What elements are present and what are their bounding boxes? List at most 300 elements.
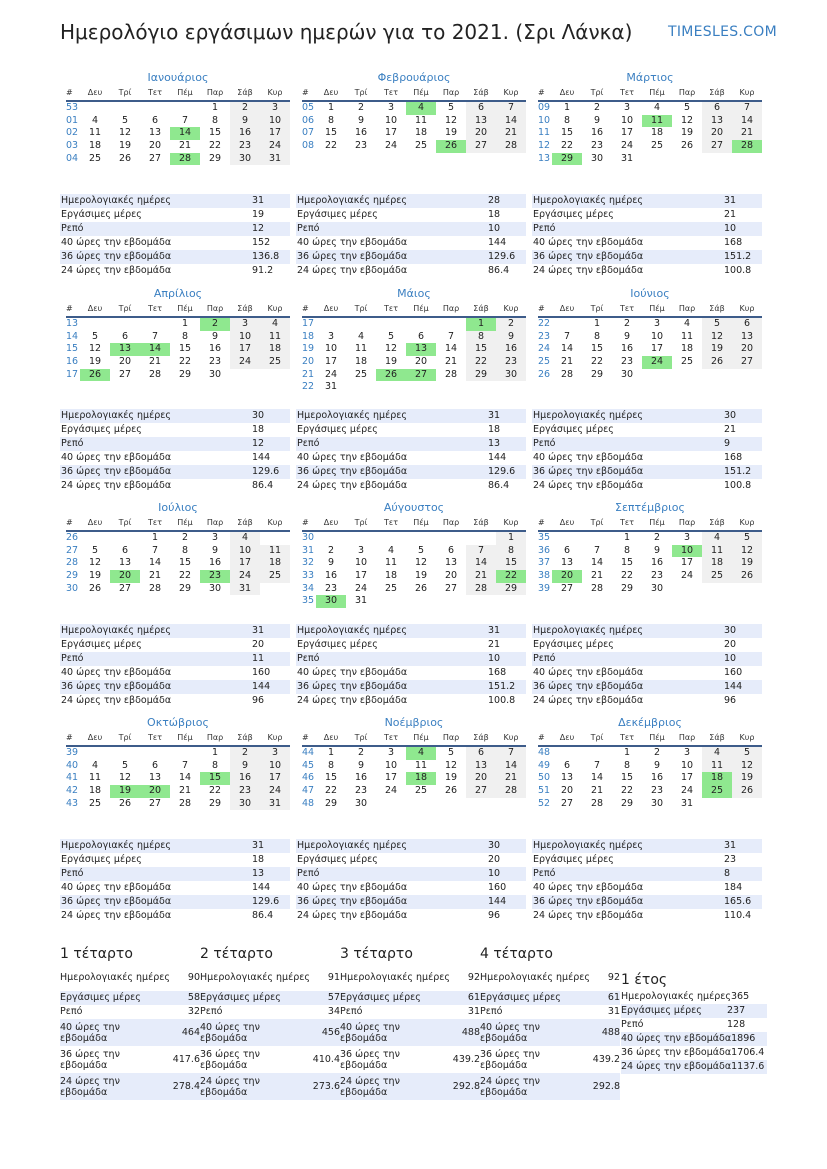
month-stats xyxy=(296,839,526,923)
stat-label: 24 ώρες την εβδομάδα xyxy=(480,1075,540,1098)
day-cell: 27 xyxy=(118,368,132,380)
day-cell: 4 xyxy=(230,532,260,545)
stat-value: 160 xyxy=(252,667,271,678)
year-summary xyxy=(621,970,767,1074)
day-cell: 7 xyxy=(181,759,189,771)
stat-row xyxy=(296,853,526,867)
stat-value: 152 xyxy=(252,237,271,248)
day-cell: 29 xyxy=(178,582,192,594)
day-cell: 4 xyxy=(91,114,99,126)
week-number: 40 xyxy=(66,759,79,771)
day-cell: 2 xyxy=(593,102,601,113)
stat-value: 20 xyxy=(488,854,501,865)
quarter-title: 3 τέταρτο xyxy=(340,946,413,962)
day-cell: 21 xyxy=(148,356,162,368)
weekday-label: Παρ xyxy=(678,88,696,97)
week-row xyxy=(538,570,762,583)
stat-value: 168 xyxy=(724,452,743,463)
weekday-label: Πέμ xyxy=(649,304,665,313)
day-cell: 13 xyxy=(560,772,574,784)
day-cell: 31 xyxy=(324,381,338,393)
empty-day xyxy=(376,381,406,394)
stat-label: Ημερολογιακές ημέρες xyxy=(61,625,171,636)
stat-label: Ημερολογιακές ημέρες xyxy=(200,972,310,983)
day-cell: 24 xyxy=(620,140,634,152)
stat-value: 110.4 xyxy=(724,910,752,921)
day-cell: 21 xyxy=(178,140,192,152)
stat-value: 30 xyxy=(724,410,737,421)
week-row xyxy=(302,760,526,773)
day-cell: 25 xyxy=(414,785,428,797)
week-row xyxy=(538,798,762,811)
stat-row xyxy=(532,437,762,451)
month-name: Αύγουστος xyxy=(383,501,445,514)
stat-row xyxy=(60,638,290,652)
stat-row xyxy=(296,437,526,451)
day-cell: 31 xyxy=(354,595,368,607)
week-row xyxy=(66,343,290,356)
week-number: 35 xyxy=(302,595,315,607)
day-cell: 4 xyxy=(387,544,395,556)
week-row xyxy=(66,331,290,344)
day-cell: 3 xyxy=(327,330,335,342)
day-cell: 21 xyxy=(444,356,458,368)
day-cell: 5 xyxy=(417,544,425,556)
day-cell: 18 xyxy=(354,356,368,368)
month-stats xyxy=(60,839,290,923)
stat-value: 456 xyxy=(321,1027,340,1038)
stat-row xyxy=(60,964,200,991)
stat-value: 292.8 xyxy=(592,1081,620,1092)
week-row xyxy=(302,381,526,394)
day-cell: 28 xyxy=(148,582,162,594)
day-cell: 27 xyxy=(702,140,732,153)
weekday-label: Σάβ xyxy=(709,304,725,313)
day-cell: 24 xyxy=(324,368,338,380)
weekday-label: Παρ xyxy=(206,304,224,313)
stat-value: 92 xyxy=(607,972,620,983)
weekday-label: Κυρ xyxy=(739,304,755,313)
weekday-label: Κυρ xyxy=(739,733,755,742)
site-logo[interactable]: TIMESLES.COM xyxy=(668,24,777,40)
stat-value: 31 xyxy=(607,1006,620,1017)
week-row xyxy=(302,798,526,811)
day-cell: 25 xyxy=(260,570,290,583)
day-cell: 26 xyxy=(414,582,428,594)
week-number: 42 xyxy=(66,785,79,797)
week-number: 16 xyxy=(66,356,79,368)
month-name: Ιούνιος xyxy=(630,287,670,300)
weekday-label: Τετ xyxy=(619,733,635,742)
stat-label: Ρεπό xyxy=(297,868,320,879)
stat-value: 10 xyxy=(488,223,501,234)
day-cell: 1 xyxy=(327,102,335,113)
holiday-day: 2 xyxy=(200,318,230,331)
week-row xyxy=(302,532,526,545)
stat-value: 439.2 xyxy=(452,1054,480,1065)
empty-day xyxy=(406,595,436,608)
day-cell: 25 xyxy=(702,570,732,583)
stat-row xyxy=(340,1046,480,1073)
stat-value: 18 xyxy=(252,854,265,865)
stat-value: 18 xyxy=(488,424,501,435)
day-cell: 16 xyxy=(354,772,368,784)
week-row xyxy=(302,115,526,128)
day-cell: 14 xyxy=(560,343,574,355)
day-cell: 5 xyxy=(447,102,455,113)
week-number: 12 xyxy=(538,140,551,152)
empty-day xyxy=(170,747,200,760)
weekday-label: Παρ xyxy=(442,518,460,527)
empty-day xyxy=(80,747,110,760)
day-cell: 12 xyxy=(88,343,102,355)
week-row xyxy=(538,557,762,570)
day-cell: 11 xyxy=(702,760,732,773)
stat-label: 24 ώρες την εβδομάδα xyxy=(61,480,172,491)
day-cell: 30 xyxy=(620,368,634,380)
stat-label: Εργάσιμες μέρες xyxy=(297,854,378,865)
stat-label: 40 ώρες την εβδομάδα xyxy=(61,237,172,248)
day-cell: 27 xyxy=(466,785,496,798)
week-row xyxy=(66,318,290,331)
day-cell: 2 xyxy=(327,544,335,556)
holiday-day: 28 xyxy=(732,140,762,153)
day-cell: 3 xyxy=(387,102,395,113)
day-cell: 5 xyxy=(91,544,99,556)
day-cell: 30 xyxy=(650,797,664,809)
day-cell: 8 xyxy=(623,759,631,771)
week-number: 03 xyxy=(66,140,79,152)
weekday-label: Παρ xyxy=(442,733,460,742)
stat-row xyxy=(296,680,526,694)
day-cell: 20 xyxy=(702,127,732,140)
day-cell: 21 xyxy=(496,772,526,785)
stat-label: 36 ώρες την εβδομάδα xyxy=(297,896,408,907)
empty-day xyxy=(260,532,290,545)
week-number: 48 xyxy=(538,747,551,758)
day-cell: 8 xyxy=(593,330,601,342)
holiday-day: 10 xyxy=(672,545,702,558)
weekday-label: Σάβ xyxy=(237,304,253,313)
day-cell: 23 xyxy=(208,356,222,368)
holiday-day: 4 xyxy=(406,747,436,760)
empty-day xyxy=(140,318,170,331)
stat-value: 100.8 xyxy=(488,695,516,706)
week-row xyxy=(538,318,762,331)
weekday-label: Τετ xyxy=(147,518,163,527)
stat-label: 40 ώρες την εβδομάδα xyxy=(533,237,644,248)
day-cell: 9 xyxy=(357,114,365,126)
weekday-label: Σάβ xyxy=(473,518,489,527)
week-number: 14 xyxy=(66,330,79,342)
day-cell: 4 xyxy=(653,102,661,113)
stat-row xyxy=(60,694,290,708)
week-number: 47 xyxy=(302,785,315,797)
stat-label: 24 ώρες την εβδομάδα xyxy=(297,910,408,921)
day-cell: 1 xyxy=(623,747,631,758)
week-row xyxy=(302,595,526,608)
day-cell: 22 xyxy=(324,140,338,152)
day-cell: 15 xyxy=(620,772,634,784)
week-number: 10 xyxy=(538,114,551,126)
empty-day xyxy=(732,369,762,382)
week-row xyxy=(302,747,526,760)
stat-row xyxy=(532,624,762,638)
day-cell: 18 xyxy=(650,127,664,139)
day-cell: 12 xyxy=(118,772,132,784)
day-cell: 24 xyxy=(354,582,368,594)
empty-day xyxy=(80,532,110,545)
day-cell: 4 xyxy=(702,532,732,545)
stat-label: 24 ώρες την εβδομάδα xyxy=(297,265,408,276)
week-row xyxy=(538,102,762,115)
weekday-label: # xyxy=(66,304,73,313)
week-row xyxy=(538,115,762,128)
day-cell: 26 xyxy=(444,785,458,797)
weekday-label: # xyxy=(538,518,545,527)
empty-day xyxy=(406,381,436,394)
stat-row xyxy=(60,1019,200,1046)
day-cell: 23 xyxy=(590,140,604,152)
day-cell: 14 xyxy=(590,557,604,569)
stat-value: 21 xyxy=(724,209,737,220)
stat-row xyxy=(60,479,290,493)
empty-day xyxy=(436,532,466,545)
day-cell: 7 xyxy=(181,114,189,126)
stat-label: 36 ώρες την εβδομάδα xyxy=(61,466,172,477)
month-name: Φεβρουάριος xyxy=(377,71,451,84)
day-cell: 3 xyxy=(357,544,365,556)
day-cell: 24 xyxy=(680,785,694,797)
holiday-day: 23 xyxy=(200,570,230,583)
day-cell: 6 xyxy=(702,102,732,115)
stat-label: 24 ώρες την εβδομάδα xyxy=(533,910,644,921)
stat-value: 13 xyxy=(488,438,501,449)
stat-value: 1896 xyxy=(731,1033,756,1044)
stat-value: 61 xyxy=(467,992,480,1003)
week-number: 32 xyxy=(302,557,315,569)
stat-value: 165.6 xyxy=(724,896,752,907)
week-row xyxy=(302,102,526,115)
holiday-day: 28 xyxy=(170,153,200,166)
weekday-label: Πέμ xyxy=(177,733,193,742)
stat-value: 31 xyxy=(724,195,737,206)
holiday-day: 1 xyxy=(466,318,496,331)
month-stats xyxy=(296,194,526,278)
day-cell: 9 xyxy=(593,114,601,126)
stat-label: Ρεπό xyxy=(297,223,320,234)
quarter-summary xyxy=(340,944,480,1100)
stat-label: Ρεπό xyxy=(533,223,556,234)
day-cell: 21 xyxy=(590,570,604,582)
day-cell: 17 xyxy=(230,557,260,570)
stat-value: 160 xyxy=(724,667,743,678)
stat-label: 36 ώρες την εβδομάδα xyxy=(60,1048,120,1071)
stat-row xyxy=(296,465,526,479)
day-cell: 3 xyxy=(387,747,395,758)
week-number: 22 xyxy=(302,381,315,393)
day-cell: 31 xyxy=(680,797,694,809)
stat-label: Ημερολογιακές ημέρες xyxy=(621,991,731,1002)
stat-row xyxy=(480,1005,620,1019)
day-cell: 18 xyxy=(88,140,102,152)
day-cell: 9 xyxy=(211,544,219,556)
week-number: 07 xyxy=(302,127,315,139)
stat-label: Ημερολογιακές ημέρες xyxy=(61,840,171,851)
week-number: 11 xyxy=(538,127,551,139)
month-name: Νοέμβριος xyxy=(384,716,444,729)
month-stats xyxy=(60,194,290,278)
week-row xyxy=(302,583,526,596)
week-number: 26 xyxy=(66,532,79,543)
stat-value: 23 xyxy=(724,854,737,865)
week-row xyxy=(66,747,290,760)
quarter-summary xyxy=(480,944,620,1100)
weekday-label: # xyxy=(302,733,309,742)
stat-row xyxy=(60,451,290,465)
week-row xyxy=(538,747,762,760)
week-number: 52 xyxy=(538,797,551,809)
day-cell: 16 xyxy=(354,127,368,139)
stat-label: 36 ώρες την εβδομάδα xyxy=(533,251,644,262)
quarter-summary xyxy=(60,944,200,1100)
day-cell: 21 xyxy=(496,127,526,140)
day-cell: 26 xyxy=(118,152,132,164)
day-cell: 3 xyxy=(683,747,691,758)
weekday-label: Δευ xyxy=(323,733,339,742)
stat-label: Ρεπό xyxy=(200,1006,223,1017)
day-cell: 11 xyxy=(414,114,428,126)
empty-day xyxy=(466,595,496,608)
day-cell: 24 xyxy=(260,785,290,798)
weekday-label: # xyxy=(538,88,545,97)
empty-day xyxy=(376,532,406,545)
day-cell: 12 xyxy=(88,557,102,569)
day-cell: 4 xyxy=(683,318,691,329)
stat-value: 19 xyxy=(252,209,265,220)
empty-day xyxy=(140,102,170,115)
stat-value: 160 xyxy=(488,882,507,893)
stat-row xyxy=(532,222,762,236)
stat-row xyxy=(532,423,762,437)
day-cell: 13 xyxy=(466,760,496,773)
stat-value: 21 xyxy=(488,639,501,650)
weekday-label: Κυρ xyxy=(267,518,283,527)
empty-day xyxy=(702,369,732,382)
weekday-label: Δευ xyxy=(559,304,575,313)
day-cell: 6 xyxy=(466,102,496,115)
empty-day xyxy=(346,532,376,545)
week-number: 33 xyxy=(302,570,315,582)
month-calendar xyxy=(302,715,526,810)
week-row xyxy=(302,331,526,344)
week-row xyxy=(66,557,290,570)
weekday-label: Δευ xyxy=(559,733,575,742)
empty-day xyxy=(376,595,406,608)
stat-label: Ημερολογιακές ημέρες xyxy=(533,625,643,636)
stat-value: 439.2 xyxy=(592,1054,620,1065)
day-cell: 28 xyxy=(444,368,458,380)
day-cell: 10 xyxy=(354,557,368,569)
stat-row xyxy=(296,194,526,208)
stat-row xyxy=(340,1019,480,1046)
holiday-day: 14 xyxy=(170,127,200,140)
stat-value: 410.4 xyxy=(312,1054,340,1065)
month-name: Μάιος xyxy=(397,287,431,300)
empty-day xyxy=(496,381,526,394)
weekday-label: Δευ xyxy=(87,88,103,97)
day-cell: 3 xyxy=(683,532,691,543)
weekday-header xyxy=(302,302,526,318)
stat-row xyxy=(532,909,762,923)
stat-value: 237 xyxy=(727,1005,746,1016)
stat-row xyxy=(621,1004,767,1018)
quarter-title: 2 τέταρτο xyxy=(200,946,273,962)
weekday-label: # xyxy=(538,733,545,742)
day-cell: 18 xyxy=(680,343,694,355)
day-cell: 29 xyxy=(178,368,192,380)
day-cell: 4 xyxy=(702,747,732,760)
day-cell: 21 xyxy=(560,356,574,368)
day-cell: 10 xyxy=(680,759,694,771)
day-cell: 27 xyxy=(118,582,132,594)
stat-value: 12 xyxy=(252,438,265,449)
stat-label: 40 ώρες την εβδομάδα xyxy=(61,452,172,463)
week-number: 02 xyxy=(66,127,79,139)
day-cell: 25 xyxy=(260,356,290,369)
weekday-label: Δευ xyxy=(87,733,103,742)
week-row xyxy=(302,356,526,369)
day-cell: 7 xyxy=(447,330,455,342)
weekday-label: # xyxy=(302,518,309,527)
week-number: 43 xyxy=(66,797,79,809)
stat-row xyxy=(296,867,526,881)
day-cell: 11 xyxy=(680,330,694,342)
weekday-label: Παρ xyxy=(206,88,224,97)
stat-value: 28 xyxy=(488,195,501,206)
stat-row xyxy=(60,194,290,208)
stat-row xyxy=(532,208,762,222)
day-cell: 12 xyxy=(444,759,458,771)
day-cell: 23 xyxy=(354,140,368,152)
empty-day xyxy=(732,583,762,596)
day-cell: 21 xyxy=(590,785,604,797)
weekday-label: Τρί xyxy=(354,733,368,742)
weekday-header xyxy=(302,516,526,532)
week-number: 27 xyxy=(66,544,79,556)
week-row xyxy=(538,785,762,798)
day-cell: 26 xyxy=(732,785,762,798)
day-cell: 12 xyxy=(414,557,428,569)
day-cell: 26 xyxy=(118,797,132,809)
stat-label: 40 ώρες την εβδομάδα xyxy=(297,667,408,678)
day-cell: 31 xyxy=(620,152,634,164)
day-cell: 7 xyxy=(563,330,571,342)
day-cell: 29 xyxy=(620,797,634,809)
stat-value: 34 xyxy=(327,1006,340,1017)
stat-row xyxy=(532,839,762,853)
stat-value: 20 xyxy=(252,639,265,650)
stat-row xyxy=(532,652,762,666)
weekday-header xyxy=(66,86,290,102)
holiday-day: 19 xyxy=(110,785,140,798)
stat-row xyxy=(60,1073,200,1100)
day-cell: 30 xyxy=(590,152,604,164)
week-number: 30 xyxy=(302,532,315,543)
day-cell: 27 xyxy=(444,582,458,594)
empty-day xyxy=(110,318,140,331)
day-cell: 8 xyxy=(181,330,189,342)
